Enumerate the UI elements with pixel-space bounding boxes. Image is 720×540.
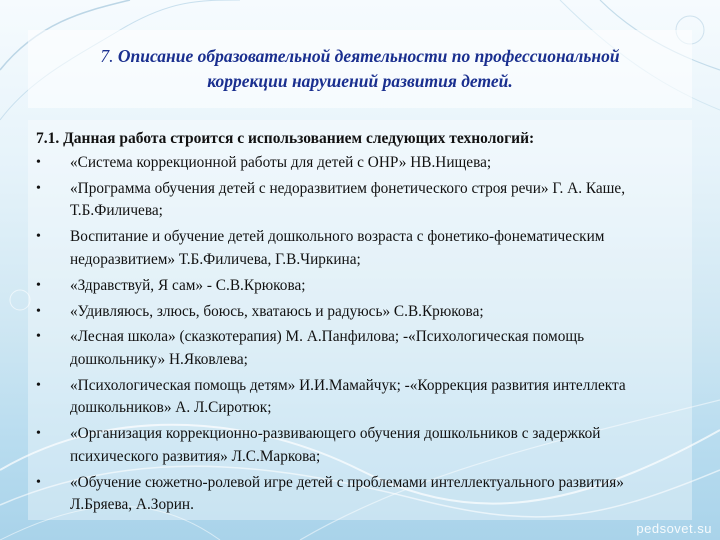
list-item-text: «Лесная школа» (сказкотерапия) М. А.Панфилова; -«Психологическая помощь дошкольнику» Н.Яковлева; [70, 328, 585, 368]
list-item [28, 472, 668, 517]
list-item [28, 275, 668, 298]
bullet-icon: • [36, 277, 41, 293]
title-line-2: коррекции нарушений развития детей. [207, 71, 513, 91]
list-item-text: «Здравствуй, Я сам» - С.В.Крюкова; [70, 276, 306, 294]
technology-list [28, 152, 668, 520]
bullet-icon: • [36, 229, 41, 245]
slide-content [28, 120, 692, 520]
list-item [28, 326, 668, 371]
site-watermark: pedsovet.su [636, 521, 712, 536]
title-text-1: Описание образовательной деятельности по профессиональной [117, 46, 620, 66]
bullet-icon: • [36, 377, 41, 393]
list-item-text: «Программа обучения детей с недоразвитием фонетического строя речи» Г. А. Каше, Т.Б.Филичева; [70, 179, 626, 220]
bullet-icon: • [36, 474, 41, 490]
bullet-icon: • [36, 303, 41, 319]
bullet-icon: • [36, 155, 41, 170]
list-item-text: «Психологическая помощь детям» И.И.Мамайчук; -«Коррекция развития интеллекта дошкольников» А. Л.Сиротюк; [70, 376, 626, 417]
list-item [28, 226, 668, 271]
slide-title [28, 30, 692, 108]
list-item-text: «Обучение сюжетно-ролевой игре детей с проблемами интеллектуального развития» Л.Бряева, А.Зорин. [70, 473, 624, 514]
list-item [28, 301, 668, 324]
title-line-1 [100, 44, 619, 69]
list-item-text: «Система коррекционной работы для детей с ОНР» НВ.Нищева; [70, 154, 492, 171]
list-item-text: «Организация коррекционно-развивающего обучения дошкольников с задержкой психического развития» Л.С.Маркова; [70, 425, 601, 465]
bullet-icon: • [36, 426, 41, 442]
bullet-icon: • [36, 180, 41, 196]
list-item [28, 423, 668, 468]
list-item-text: Воспитание и обучение детей дошкольного возраста с фонетико-фонематическим недоразвитием» Т.Б.Филичева, Г.В.Чиркина; [70, 228, 605, 268]
list-item [28, 375, 668, 420]
bullet-icon: • [36, 329, 41, 345]
section-intro: 7.1. Данная работа строится с использованием следующих технологий: [36, 130, 535, 147]
list-item [28, 178, 668, 223]
title-number: 7. [100, 46, 114, 66]
list-item-text: «Удивляюсь, злюсь, боюсь, хватаюсь и радуюсь» С.В.Крюкова; [70, 302, 484, 320]
list-item [28, 152, 668, 175]
